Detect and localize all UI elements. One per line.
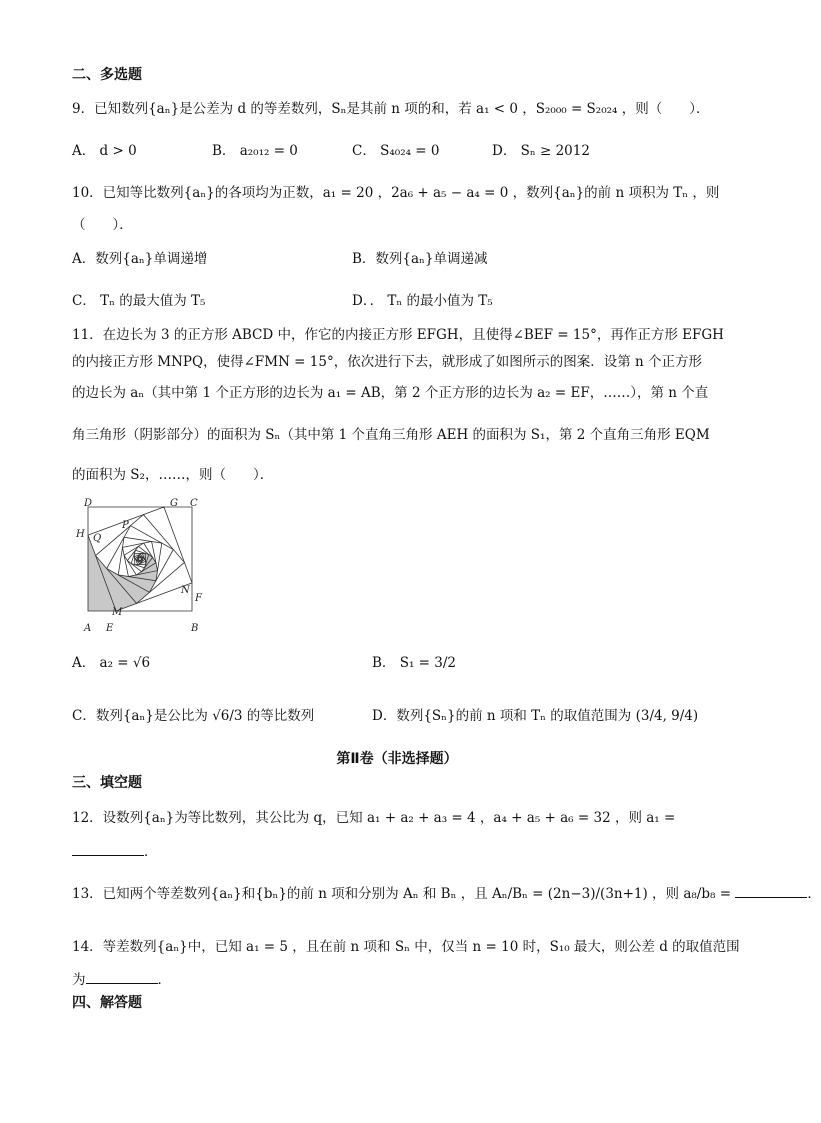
part2-title: 第Ⅱ卷（非选择题） (336, 751, 458, 767)
q12-blank-line: ． (72, 840, 724, 860)
nested-squares-figure (76, 497, 204, 634)
q13-stem-text: 13．已知两个等差数列{aₙ}和{bₙ}的前 n 项和分别为 Aₙ 和 Bₙ ，且 Aₙ/Bₙ = (2n−3)/(3n+1) ，则 a₈/b₈ = (72, 886, 732, 902)
q14-suffix: ． (157, 972, 171, 988)
q10-option-a: A．数列{aₙ}单调递增 (72, 251, 208, 267)
figure-label-M: M (112, 607, 123, 618)
figure-label-E: E (106, 623, 114, 634)
q13-answer-blank[interactable] (735, 885, 807, 898)
q11-option-a: A． a₂ = √6 (72, 655, 151, 671)
q10-option-c: C． Tₙ 的最大值为 T₅ (72, 293, 206, 309)
figure-label-G: G (170, 498, 178, 509)
q14-prefix: 为 (72, 972, 86, 988)
q11-line4: 角三角形（阴影部分）的面积为 Sₙ（其中第 1 个直角三角形 AEH 的面积为 S₁，第 2 个直角三角形 EQM (72, 427, 710, 443)
q10-stem-line1: 10．已知等比数列{aₙ}的各项均为正数，a₁ = 20 ，2a₆ + a₅ − a₄ = 0 ，数列{aₙ}的前 n 项积为 Tₙ ，则 (72, 185, 720, 201)
nested-squares-svg (76, 497, 204, 634)
figure-label-Q: Q (93, 533, 102, 544)
q9-stem: 9．已知数列{aₙ}是公差为 d 的等差数列，Sₙ是其前 n 项的和，若 a₁ < 0 ，S₂₀₀₀ = S₂₀₂₄ ，则（ ）． (72, 101, 710, 117)
figure-label-C: C (190, 498, 198, 509)
q11-option-d: D．数列{Sₙ}的前 n 项和 Tₙ 的取值范围为 (3/4, 9/4) (372, 708, 699, 724)
figure-label-F: F (195, 593, 202, 604)
q13-stem (72, 882, 821, 902)
section-fill-blank: 三、填空题 (72, 775, 142, 791)
q10-option-d: D．． Tₙ 的最小值为 T₅ (352, 293, 493, 309)
q9-option-d: D． Sₙ ≥ 2012 (492, 143, 590, 159)
q11-line2: 的内接正方形 MNPQ，使得∠FMN = 15°，依次进行下去，就形成了如图所示的图案．设第 n 个正方形 (72, 354, 702, 370)
q9-option-a: A． d > 0 (72, 143, 137, 159)
figure-label-P: P (122, 520, 129, 531)
q11-line5: 的面积为 S₂，……，则（ ）． (72, 467, 274, 483)
q9-option-c: C． S₄₀₂₄ = 0 (352, 143, 440, 159)
q14-line2 (72, 968, 724, 988)
q14-answer-blank[interactable] (86, 971, 158, 984)
figure-label-N: N (181, 585, 190, 596)
figure-label-H: H (76, 529, 85, 540)
q11-line1: 11．在边长为 3 的正方形 ABCD 中，作它的内接正方形 EFGH，且使得∠BEF = 15°，再作正方形 EFGH (72, 327, 724, 343)
q11-line3: 的边长为 aₙ（其中第 1 个正方形的边长为 a₁ = AB，第 2 个正方形的边长为 a₂ = EF，……），第 n 个直 (72, 385, 709, 401)
figure-label-A: A (84, 623, 92, 634)
q14-line1: 14．等差数列{aₙ}中，已知 a₁ = 5 ，且在前 n 项和 Sₙ 中，仅当 n = 10 时，S₁₀ 最大，则公差 d 的取值范围 (72, 939, 740, 955)
q13-stem-end: ． (807, 886, 821, 902)
q9-option-b: B． a₂₀₁₂ = 0 (212, 143, 298, 159)
q11-option-b: B． S₁ = 3/2 (372, 655, 456, 671)
figure-label-B: B (191, 623, 199, 634)
q10-option-b: B．数列{aₙ}单调递减 (352, 251, 488, 267)
figure-label-D: D (84, 498, 93, 509)
section-multi-choice: 二、多选题 (72, 67, 142, 83)
q10-stem-line2: （ ）． (72, 217, 133, 233)
q11-option-c: C．数列{aₙ}是公比为 √6/3 的等比数列 (72, 708, 315, 724)
q12-stem: 12．设数列{aₙ}为等比数列，其公比为 q，已知 a₁ + a₂ + a₃ = 4 ，a₄ + a₅ + a₆ = 32 ，则 a₁ = (72, 810, 676, 826)
q12-answer-blank[interactable] (72, 843, 144, 856)
section-answer: 四、解答题 (72, 995, 142, 1011)
